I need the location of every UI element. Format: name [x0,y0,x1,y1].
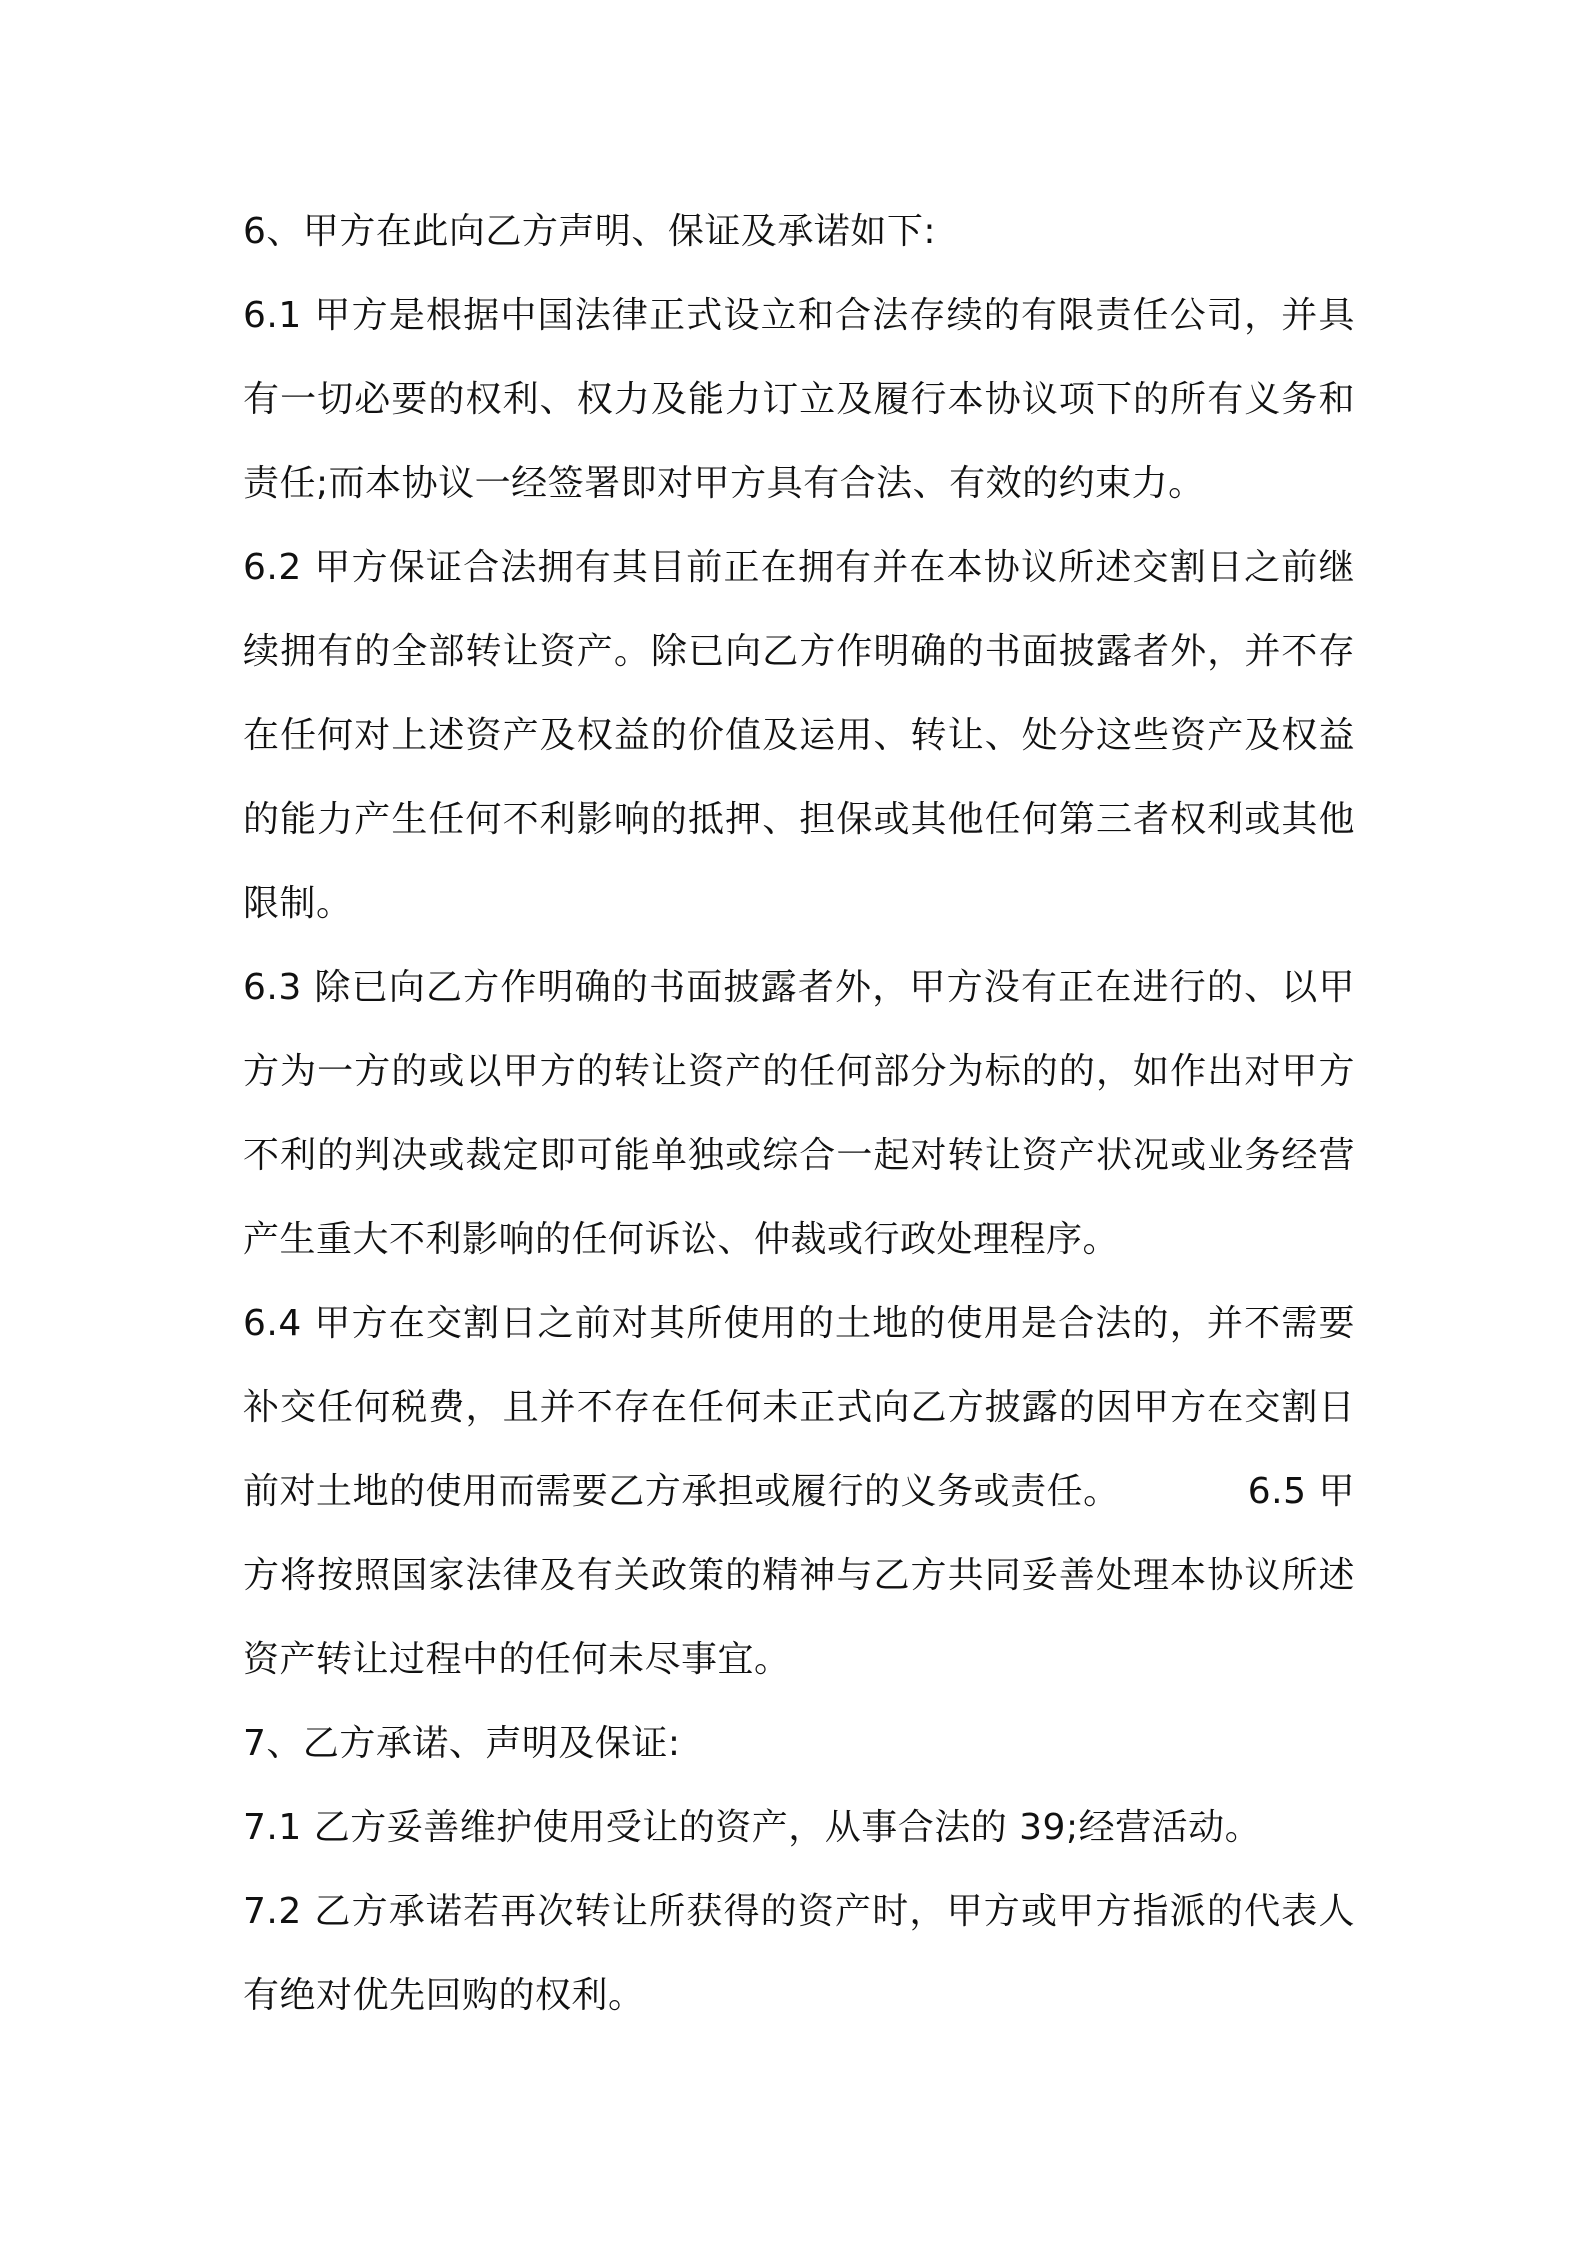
clause-6-4-and-6-5: 6.4 甲方在交割日之前对其所使用的土地的使用是合法的，并不需要补交任何税费，且并不存在任何未正式向乙方披露的因甲方在交割日前对土地的使用而需要乙方承担或履行的义务或责任。 6.5 甲方将按照国家法律及有关政策的精神与乙方共同妥善处理本协议所述资产转让过程中的任何未尽事宜。 [243,1303,1355,1680]
clause-6-heading: 6、甲方在此向乙方声明、保证及承诺如下: [243,211,937,252]
clause-7-1: 7.1 乙方妥善维护使用受让的资产，从事合法的 39;经营活动。 [243,1807,1262,1848]
clause-7-heading: 7、乙方承诺、声明及保证: [243,1723,681,1764]
clause-7-2: 7.2 乙方承诺若再次转让所获得的资产时，甲方或甲方指派的代表人有绝对优先回购的权利。 [243,1891,1355,2016]
clause-6-1: 6.1 甲方是根据中国法律正式设立和合法存续的有限责任公司，并具有一切必要的权利、权力及能力订立及履行本协议项下的所有义务和责任;而本协议一经签署即对甲方具有合法、有效的约束力。 [243,295,1355,504]
clause-6-2: 6.2 甲方保证合法拥有其目前正在拥有并在本协议所述交割日之前继续拥有的全部转让资产。除已向乙方作明确的书面披露者外，并不存在任何对上述资产及权益的价值及运用、转让、处分这些资产及权益的能力产生任何不利影响的抵押、担保或其他任何第三者权利或其他限制。 [243,547,1355,924]
clause-6-3: 6.3 除已向乙方作明确的书面披露者外，甲方没有正在进行的、以甲方为一方的或以甲方的转让资产的任何部分为标的的，如作出对甲方不利的判决或裁定即可能单独或综合一起对转让资产状况或业务经营产生重大不利影响的任何诉讼、仲裁或行政处理程序。 [243,967,1355,1260]
document-body [243,190,1355,2038]
